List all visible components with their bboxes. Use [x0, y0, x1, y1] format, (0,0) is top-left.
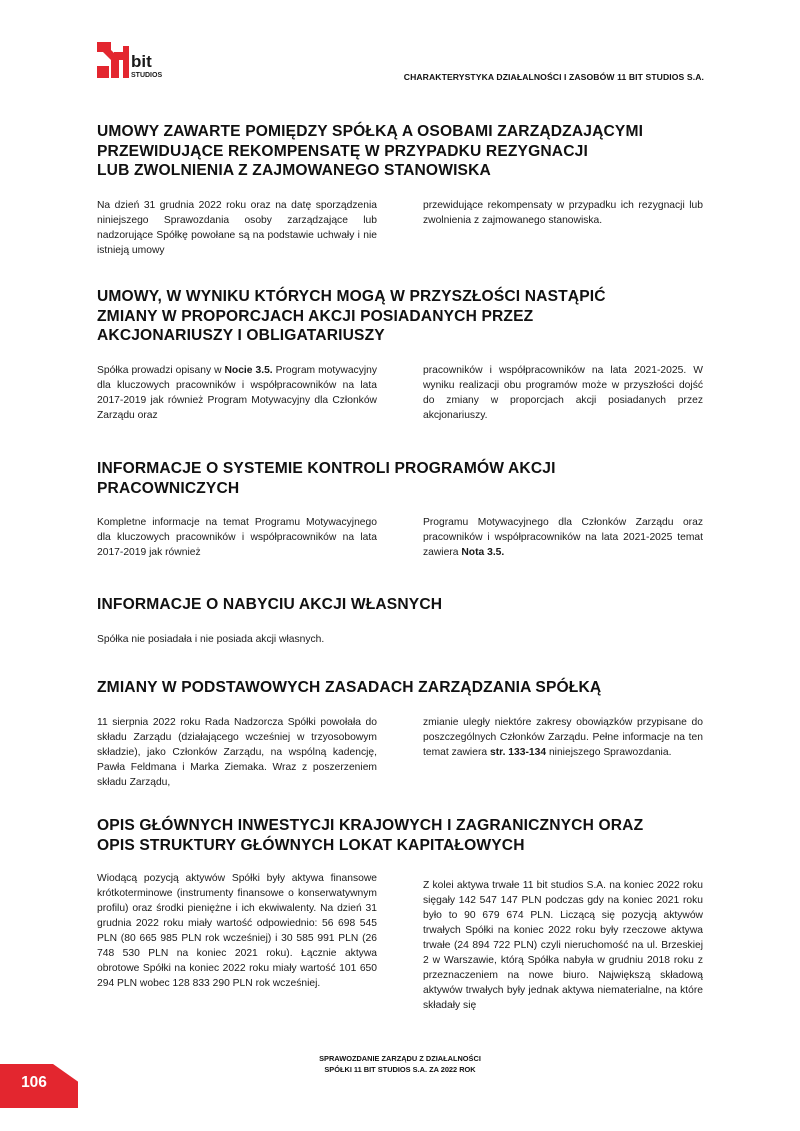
page-reference: str. 133-134	[489, 746, 547, 758]
right-column-text: Z kolei aktywa trwałe 11 bit studios S.A. na koniec 2022 roku sięgały 142 547 147 PLN podczas gdy na koniec 2021 roku było to 90 679 674 PLN. Liczącą się pozycją aktywów trwałych Spółki na koniec 2022 roku były rzeczowe aktywa trwałe (24 894 722 PLN) czyli nieruchomość na ul. Brzeskiej 2 w Warszawie, którą Spółka nabyła w grudniu 2018 roku z przeznaczeniem na nowe biuro. Największą składową aktywów trwałych były jednak aktywa niematerialne, na które składały się	[423, 880, 703, 1011]
footer: SPRAWOZDANIE ZARZĄDU Z DZIAŁALNOŚCI SPÓŁKI 11 BIT STUDIOS S.A. ZA 2022 ROK	[319, 1054, 481, 1074]
right-column-text: zmianie uległy niektóre zakresy obowiązków przypisane do poszczególnych Członków Zarządu. Pełne informacje na ten temat zawiera str. 133-134 niniejszego Sprawozdania.	[423, 716, 703, 758]
left-column-text: Wiodącą pozycją aktywów Spółki były aktywa finansowe krótkoterminowe (instrumenty finansowe o konserwatywnym profilu) oraz środki pieniężne i ich ekwiwalenty. Na dzień 31 grudnia 2022 roku miały wartość odpowiednio: 56 698 545 PLN (80 665 985 PLN rok wcześniej) i 30 585 991 PLN (26 748 530 PLN na koniec 2021 roku). Łącznie aktywa obrotowe Spółki na koniec 2022 roku miały wartość 101 650 294 PLN wobec 128 833 290 PLN rok wcześniej.	[97, 873, 377, 989]
svg-text:STUDIOS: STUDIOS	[131, 72, 163, 79]
page-number: 106	[21, 1074, 47, 1091]
section-heading: INFORMACJE O NABYCIU AKCJI WŁASNYCH	[97, 596, 443, 613]
section-share-proportion-changes	[97, 287, 703, 423]
left-column-text: Na dzień 31 grudnia 2022 roku oraz na datę sporządzenia niniejszego Sprawozdania osoby zarządzające lub nadzorujące Spółkę powołane są na podstawie uchwały i nie istnieją umowy	[97, 199, 377, 256]
logo-mark-icon	[97, 42, 177, 86]
section-own-shares	[97, 595, 703, 647]
left-column-text: 11 sierpnia 2022 roku Rada Nadzorcza Spółki powołała do składu Zarządu (działającego wcześniej w trzyosobowym składzie), jako Członków Zarządu, na wspólną kadencję, Pawła Feldmana i Marka Ziemaka. Wraz z poszerzeniem składu Zarządu,	[97, 716, 377, 788]
section-heading: ZMIANY W PODSTAWOWYCH ZASADACH ZARZĄDZANIA SPÓŁKĄ	[97, 679, 602, 696]
header-title: CHARAKTERYSTYKA DZIAŁALNOŚCI I ZASOBÓW 11 BIT STUDIOS S.A.	[403, 72, 704, 82]
section-heading: UMOWY ZAWARTE POMIĘDZY SPÓŁKĄ A OSOBAMI ZARZĄDZAJĄCYMI PRZEWIDUJĄCE REKOMPENSATĘ W PRZYPADKU REZYGNACJI LUB ZWOLNIENIA Z ZAJMOWANEGO STANOWISKA	[97, 123, 644, 179]
section-heading: OPIS GŁÓWNYCH INWESTYCJI KRAJOWYCH I ZAGRANICZNYCH ORAZ OPIS STRUKTURY GŁÓWNYCH LOKAT KAPITAŁOWYCH	[97, 817, 644, 854]
left-column-text: Spółka prowadzi opisany w Nocie 3.5. Program motywacyjny dla kluczowych pracowników i współpracowników na lata 2017-2019 jak również Program Motywacyjny dla Członków Zarządu oraz	[97, 364, 378, 421]
section-text: Spółka nie posiadała i nie posiada akcji własnych.	[97, 633, 325, 645]
section-program-control-system	[97, 459, 703, 560]
section-heading: UMOWY, W WYNIKU KTÓRYCH MOGĄ W PRZYSZŁOŚCI NASTĄPIĆ ZMIANY W PROPORCJACH AKCJI POSIADANYCH PRZEZ AKCJONARIUSZY I OBLIGATARIUSZY	[97, 288, 606, 344]
company-logo	[97, 42, 177, 86]
section-compensation-agreements	[97, 122, 703, 258]
left-column-text: Kompletne informacje na temat Programu Motywacyjnego dla kluczowych pracowników i współpracowników na lata 2017-2019 jak również	[97, 517, 377, 558]
svg-text:bit: bit	[131, 52, 152, 71]
section-investments	[97, 816, 703, 1013]
right-column-text: Programu Motywacyjnego dla Członków Zarządu oraz pracowników i współpracowników na lata 2021-2025 temat zawiera Nota 3.5.	[423, 517, 703, 558]
right-column-text: przewidujące rekompensaty w przypadku ich rezygnacji lub zwolnienia z zajmowanego stanowiska.	[423, 199, 703, 226]
right-column-text: pracowników i współpracowników na lata 2021-2025. W wyniku realizacji obu programów może w przyszłości dojść do zmiany w proporcjach akcji posiadanych przez akcjonariuszy.	[423, 364, 703, 421]
section-management-changes	[97, 678, 703, 790]
note-reference: Nota 3.5.	[461, 547, 505, 558]
section-heading: INFORMACJE O SYSTEMIE KONTROLI PROGRAMÓW AKCJI PRACOWNICZYCH	[97, 460, 556, 497]
note-reference: Nocie 3.5.	[224, 364, 273, 376]
